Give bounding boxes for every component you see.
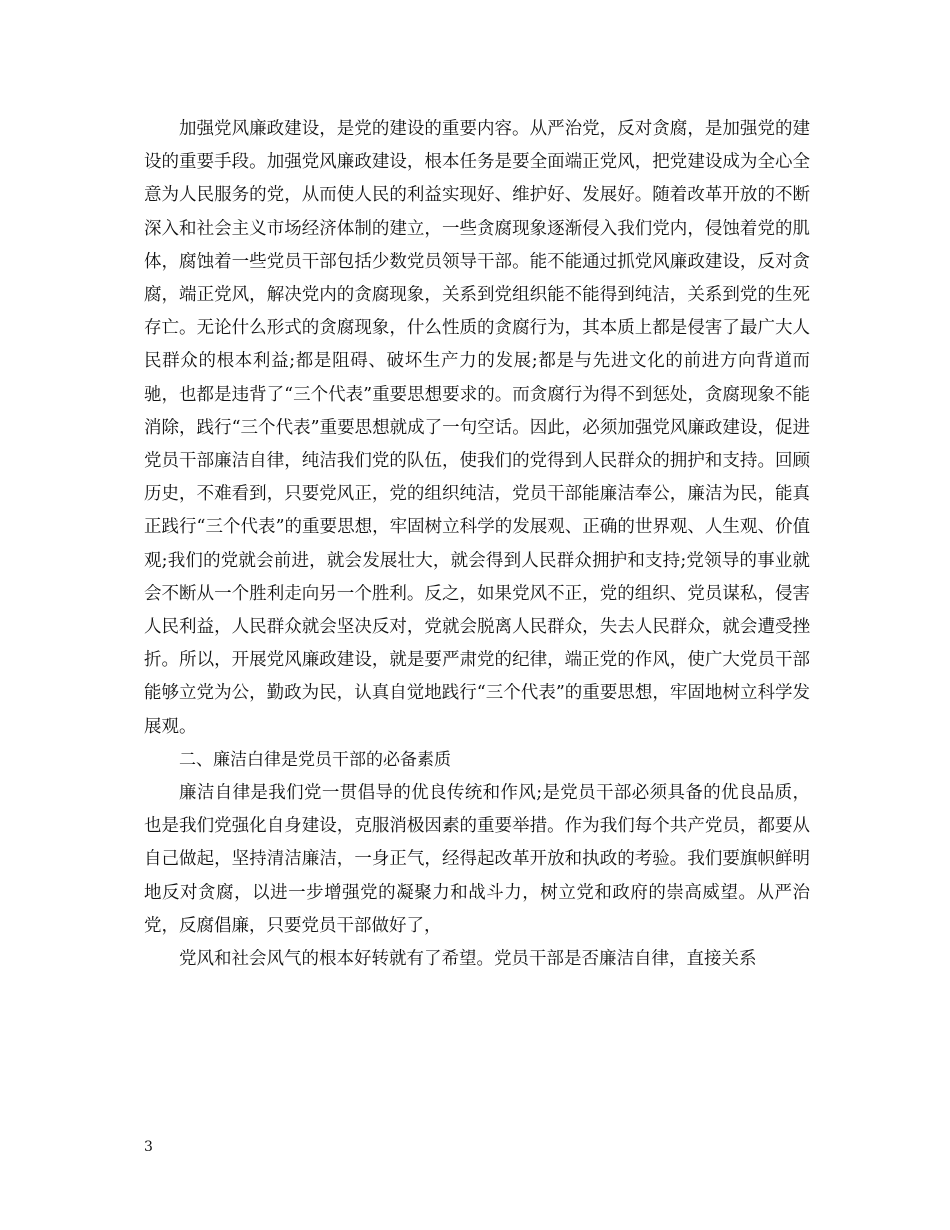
body-paragraph: 廉洁自律是我们党一贯倡导的优良传统和作风;是党员干部必须具备的优良品质，也是我们党强化自身建设，克服消极因素的重要举措。作为我们每个共产党员，都要从自己做起，坚持清洁廉洁，一身正气，经得起改革开放和执政的考验。我们要旗帜鲜明地反对贪腐，以进一步增强党的凝聚力和战斗力，树立党和政府的崇高威望。从严治党，反腐倡廉，只要党员干部做好了， bbox=[144, 783, 810, 936]
body-paragraph: 党风和社会风气的根本好转就有了希望。党员干部是否廉洁自律，直接关系 bbox=[179, 949, 757, 970]
body-paragraph: 加强党风廉政建设，是党的建设的重要内容。从严治党，反对贪腐，是加强党的建设的重要手段。加强党风廉政建设，根本任务是要全面端正党风，把党建设成为全心全意为人民服务的党，从而使人民的利益实现好、维护好、发展好。随着改革开放的不断深入和社会主义市场经济体制的建立，一些贪腐现象逐渐侵入我们党内，侵蚀着党的肌体，腐蚀着一些党员干部包括少数党员领导干部。能不能通过抓党风廉政建设，反对贪腐，端正党风，解决党内的贪腐现象，关系到党组织能不能得到纯洁，关系到党的生死存亡。无论什么形式的贪腐现象，什么性质的贪腐行为，其本质上都是侵害了最广大人民群众的根本利益;都是阻碍、破坏生产力的发展;都是与先进文化的前进方向背道而驰，也都是违背了“三个代表”重要思想要求的。而贪腐行为得不到惩处，贪腐现象不能消除，践行“三个代表”重要思想就成了一句空话。因此，必须加强党风廉政建设，促进党员干部廉洁自律，纯洁我们党的队伍，使我们的党得到人民群众的拥护和支持。回顾历史，不难看到，只要党风正，党的组织纯洁，党员干部能廉洁奉公，廉洁为民，能真正践行“三个代表”的重要思想，牢固树立科学的发展观、正确的世界观、人生观、价值观;我们的党就会前进，就会发展壮大，就会得到人民群众拥护和支持;党领导的事业就会不断从一个胜利走向另一个胜利。反之，如果党风不正，党的组织、党员谋私，侵害人民利益，人民群众就会坚决反对，党就会脱离人民群众，失去人民群众，就会遭受挫折。所以，开展党风廉政建设，就是要严肃党的纪律，端正党的作风，使广大党员干部能够立党为公，勤政为民，认真自觉地践行“三个代表”的重要思想，牢固地树立科学发展观。 bbox=[144, 119, 810, 737]
body-text bbox=[144, 113, 810, 976]
page-number: 3 bbox=[144, 1139, 153, 1155]
section-heading: 二、廉洁白律是党员干部的必备素质 bbox=[179, 749, 451, 770]
